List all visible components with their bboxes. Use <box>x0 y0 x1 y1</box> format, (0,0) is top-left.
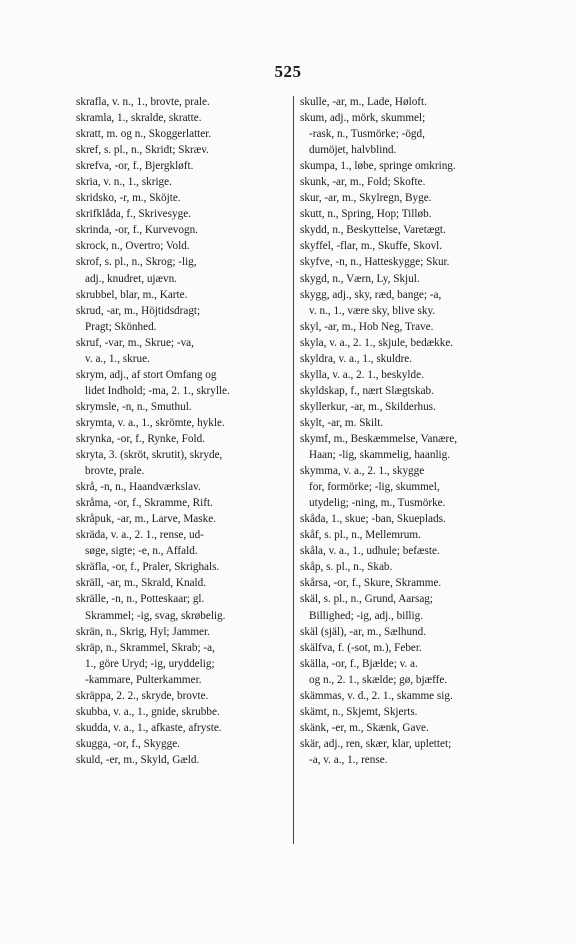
dictionary-line: skåda, 1., skue; -ban, Skueplads. <box>300 513 446 526</box>
dictionary-line: skåp, s. pl., n., Skab. <box>300 561 393 574</box>
dictionary-line: skumpa, 1., løbe, springe omkring. <box>300 160 456 173</box>
dictionary-line: skräfla, -or, f., Praler, Skrighals. <box>76 561 220 574</box>
dictionary-line: skrock, n., Overtro; Vold. <box>76 240 190 253</box>
dictionary-line: skylt, -ar, m. Skilt. <box>300 416 384 429</box>
dictionary-line: Skrammel; -ig, svag, skrøbelig. <box>85 609 226 622</box>
dictionary-line: skyfve, -n, n., Hatteskygge; Skur. <box>300 256 450 269</box>
dictionary-line: skubba, v. a., 1., gnide, skrubbe. <box>76 705 220 718</box>
dictionary-line: skrymsle, -n, n., Smuthul. <box>76 400 192 413</box>
dictionary-line: skrof, s. pl., n., Skrog; -lig, <box>76 256 197 269</box>
dictionary-line: skyldskap, f., nært Slægtskab. <box>300 384 434 397</box>
dictionary-line: og n., 2. 1., skælde; gø, bjæffe. <box>309 673 448 686</box>
dictionary-line: skyla, v. a., 2. 1., skjule, bedække. <box>300 336 454 349</box>
dictionary-line: skräda, v. a., 2. 1., rense, ud- <box>76 529 204 542</box>
dictionary-line: skryta, 3. (skröt, skrutit), skryde, <box>76 449 223 462</box>
dictionary-line: skämmas, v. d., 2. 1., skamme sig. <box>300 689 453 702</box>
dictionary-line: skridsko, -r, m., Sköjte. <box>76 192 181 205</box>
dictionary-line: skråma, -or, f., Skramme, Rift. <box>76 497 213 510</box>
dictionary-line: v. n., 1., være sky, blive sky. <box>309 304 436 317</box>
dictionary-line: skäl, s. pl., n., Grund, Aarsag; <box>300 593 433 606</box>
dictionary-line: Pragt; Skönhed. <box>85 320 157 333</box>
dictionary-line: skrå, -n, n., Haandværkslav. <box>76 481 201 494</box>
dictionary-line: skrymta, v. a., 1., skrömte, hykle. <box>76 416 225 429</box>
dictionary-line: skämt, n., Skjemt, Skjerts. <box>300 705 418 718</box>
dictionary-line: skyffel, -flar, m., Skuffe, Skovl. <box>300 240 443 253</box>
dictionary-line: -kammare, Pulterkammer. <box>85 673 202 686</box>
dictionary-line: skälla, -or, f., Bjælde; v. a. <box>300 657 418 670</box>
dictionary-line: skrubbel, blar, m., Karte. <box>76 288 188 301</box>
dictionary-line: skyldra, v. a., 1., skuldre. <box>300 352 413 365</box>
dictionary-line: skälfva, f. (-sot, m.), Feber. <box>300 641 422 654</box>
dictionary-line: skylla, v. a., 2. 1., beskylde. <box>300 368 424 381</box>
dictionary-line: skrälle, -n, n., Potteskaar; gl. <box>76 593 205 606</box>
dictionary-line: skygg, adj., sky, ræd, bange; -a, <box>300 288 442 301</box>
dictionary-line: skutt, n., Spring, Hop; Tilløb. <box>300 208 432 221</box>
left-column <box>76 94 304 768</box>
dictionary-line: skygd, n., Værn, Ly, Skjul. <box>300 272 420 285</box>
dictionary-line: skunk, -ar, m., Fold; Skofte. <box>300 176 426 189</box>
dictionary-line: lidet Indhold; -ma, 2. 1., skrylle. <box>85 384 230 397</box>
dictionary-line: skrym, adj., af stort Omfang og <box>76 368 217 381</box>
right-column <box>300 94 528 768</box>
dictionary-line: skrefva, -or, f., Bjergkløft. <box>76 160 194 173</box>
dictionary-line: skydd, n., Beskyttelse, Varetægt. <box>300 224 446 237</box>
dictionary-line: skräp, n., Skrammel, Skrab; -a, <box>76 641 215 654</box>
dictionary-line: skåla, v. a., 1., udhule; befæste. <box>300 545 440 558</box>
dictionary-line: skugga, -or, f., Skygge. <box>76 737 180 750</box>
dictionary-line: skyllerkur, -ar, m., Skilderhus. <box>300 400 436 413</box>
dictionary-line: skref, s. pl., n., Skridt; Skræv. <box>76 144 209 157</box>
column-divider <box>293 96 294 844</box>
dictionary-line: skulle, -ar, m., Lade, Høloft. <box>300 96 427 108</box>
dictionary-line: skåf, s. pl., n., Mellemrum. <box>300 529 421 542</box>
dictionary-line: skrynka, -or, f., Rynke, Fold. <box>76 432 205 445</box>
dictionary-line: dumöjet, halvblind. <box>309 144 397 157</box>
dictionary-line: skräppa, 2. 2., skryde, brovte. <box>76 689 209 702</box>
dictionary-line: Haan; -lig, skammelig, haanlig. <box>309 449 451 462</box>
dictionary-line: skårsa, -or, f., Skure, Skramme. <box>300 577 442 590</box>
dictionary-line: skyl, -ar, m., Hob Neg, Trave. <box>300 320 434 333</box>
dictionary-line: skruf, -var, m., Skrue; -va, <box>76 336 194 349</box>
dictionary-line: skrud, -ar, m., Höjtidsdragt; <box>76 304 201 317</box>
dictionary-line: -a, v. a., 1., rense. <box>309 753 388 766</box>
dictionary-line: skrinda, -or, f., Kurvevogn. <box>76 224 198 237</box>
dictionary-line: skymma, v. a., 2. 1., skygge <box>300 465 425 478</box>
dictionary-line: skramla, 1., skralde, skratte. <box>76 112 202 125</box>
dictionary-line: skrafla, v. n., 1., brovte, prale. <box>76 96 210 108</box>
page-number: 525 <box>274 62 302 81</box>
dictionary-line: skrän, n., Skrig, Hyl; Jammer. <box>76 625 210 638</box>
dictionary-line: skänk, -er, m., Skænk, Gave. <box>300 721 429 734</box>
dictionary-line: -rask, n., Tusmörke; -ögd, <box>309 128 425 141</box>
dictionary-line: skudda, v. a., 1., afkaste, afryste. <box>76 721 222 734</box>
dictionary-line: skuld, -er, m., Skyld, Gæld. <box>76 753 200 766</box>
dictionary-line: skråpuk, -ar, m., Larve, Maske. <box>76 513 216 526</box>
dictionary-line: søge, sigte; -e, n., Affald. <box>85 545 198 558</box>
dictionary-line: Billighed; -ig, adj., billig. <box>309 609 424 622</box>
dictionary-line: brovte, prale. <box>85 465 145 478</box>
dictionary-line: skräll, -ar, m., Skrald, Knald. <box>76 577 207 590</box>
dictionary-line: utydelig; -ning, m., Tusmörke. <box>309 497 446 510</box>
dictionary-line: skur, -ar, m., Skylregn, Byge. <box>300 192 432 205</box>
dictionary-line: skria, v. n., 1., skrige. <box>76 176 172 189</box>
dictionary-line: adj., knudret, ujævn. <box>85 272 177 285</box>
dictionary-line: skratt, m. og n., Skoggerlatter. <box>76 128 212 141</box>
dictionary-line: skum, adj., mörk, skummel; <box>300 112 426 125</box>
dictionary-line: skäl (själ), -ar, m., Sælhund. <box>300 625 427 638</box>
dictionary-line: skrifklåda, f., Skrivesyge. <box>76 208 191 221</box>
dictionary-line: 1., göre Uryd; -ig, uryddelig; <box>85 657 215 670</box>
dictionary-line: v. a., 1., skrue. <box>85 352 150 365</box>
dictionary-line: skymf, m., Beskæmmelse, Vanære, <box>300 432 458 445</box>
dictionary-line: for, formörke; -lig, skummel, <box>309 481 440 494</box>
dictionary-line: skär, adj., ren, skær, klar, uplettet; <box>300 737 452 750</box>
